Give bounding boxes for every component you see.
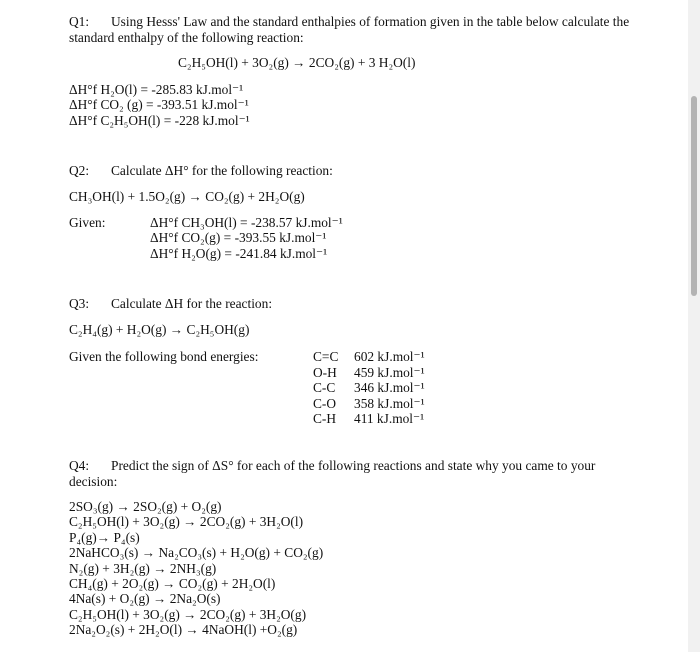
q2-data-item: ΔH°f CO₂(g) = -393.55 kJ.mol⁻¹ <box>150 230 327 246</box>
q1-data-item: ΔH°f C₂H₅OH(l) = -228 kJ.mol⁻¹ <box>69 112 250 128</box>
q2-given-label: Given: <box>69 215 106 230</box>
list-item: P₄(g)→ P₄(s) <box>69 529 140 545</box>
table-row <box>313 349 425 365</box>
q1-number: Q1: <box>69 14 90 29</box>
q2-data-item: ΔH°f CH₃OH(l) = -238.57 kJ.mol⁻¹ <box>150 215 343 230</box>
q4-prompt-line2: decision: <box>69 474 118 489</box>
bond-cell: C-C <box>313 380 336 396</box>
q1-data-item: ΔH°f H₂O(l) = -285.83 kJ.mol⁻¹ <box>69 82 244 97</box>
q2-prompt <box>69 163 333 179</box>
table-row <box>313 396 425 412</box>
table-row <box>313 365 425 381</box>
q2-reaction: CH₃OH(l) + 1.5O₂(g) → CO₂(g) + 2H₂O(g) <box>69 189 305 204</box>
table-row <box>313 380 425 396</box>
q1-prompt-line1 <box>69 14 629 30</box>
list-item: C₂H₅OH(l) + 3O₂(g) → 2CO₂(g) + 3H₂O(g) <box>69 606 307 622</box>
q3-number: Q3: <box>69 296 90 311</box>
q4-reaction-list <box>69 499 323 638</box>
q1-data-item: ΔH°f CO₂ (g) = -393.51 kJ.mol⁻¹ <box>69 97 249 113</box>
bond-cell: C-O <box>313 395 337 411</box>
bond-cell: O-H <box>313 364 337 380</box>
q2-data-list <box>150 215 343 261</box>
q1-reaction: C₂H₅OH(l) + 3O₂(g) → 2CO₂(g) + 3 H₂O(l) <box>178 55 416 70</box>
scrollbar-thumb[interactable] <box>691 96 697 296</box>
table-row <box>313 411 425 427</box>
q4-number: Q4: <box>69 458 90 473</box>
bond-energy-table <box>313 349 425 427</box>
q3-reaction: C₂H₄(g) + H₂O(g) → C₂H₅OH(g) <box>69 322 250 337</box>
energy-cell: 411 kJ.mol⁻¹ <box>354 411 425 427</box>
list-item: 2NaHCO₃(s) → Na₂CO₃(s) + H₂O(g) + CO₂(g) <box>69 545 324 561</box>
list-item: C₂H₅OH(l) + 3O₂(g) → 2CO₂(g) + 3H₂O(l) <box>69 514 304 530</box>
q3-prompt <box>69 296 272 312</box>
energy-cell: 459 kJ.mol⁻¹ <box>354 364 425 380</box>
energy-cell: 602 kJ.mol⁻¹ <box>354 349 425 364</box>
list-item: N₂(g) + 3H₂(g) → 2NH₃(g) <box>69 560 217 576</box>
bond-cell: C=C <box>313 349 339 364</box>
q2-number: Q2: <box>69 163 90 178</box>
energy-cell: 346 kJ.mol⁻¹ <box>354 380 425 396</box>
q4-prompt-line1 <box>69 458 595 474</box>
energy-cell: 358 kJ.mol⁻¹ <box>354 395 425 411</box>
list-item: 2SO₃(g) → 2SO₂(g) + O₂(g) <box>69 499 222 514</box>
q3-prompt-text: Calculate ΔH for the reaction: <box>111 296 273 311</box>
q1-prompt-text: Using Hesss' Law and the standard enthalpies of formation given in the table below calculate the <box>111 14 630 29</box>
list-item: CH₄(g) + 2O₂(g) → CO₂(g) + 2H₂O(l) <box>69 575 276 591</box>
scrollbar[interactable] <box>688 0 700 652</box>
list-item: 2Na₂O₂(s) + 2H₂O(l) → 4NaOH(l) +O₂(g) <box>69 622 298 638</box>
bond-cell: C-H <box>313 411 337 427</box>
q2-prompt-text: Calculate ΔH° for the following reaction: <box>111 163 333 178</box>
q4-prompt-text: Predict the sign of ΔS° for each of the following reactions and state why you came to your <box>111 458 596 473</box>
q2-data-item: ΔH°f H₂O(g) = -241.84 kJ.mol⁻¹ <box>150 245 328 261</box>
q1-prompt-line2: standard enthalpy of the following reaction: <box>69 30 304 45</box>
q1-data-list <box>69 82 250 128</box>
list-item: 4Na(s) + O₂(g) → 2Na₂O(s) <box>69 591 221 607</box>
q3-given-text: Given the following bond energies: <box>69 349 259 364</box>
